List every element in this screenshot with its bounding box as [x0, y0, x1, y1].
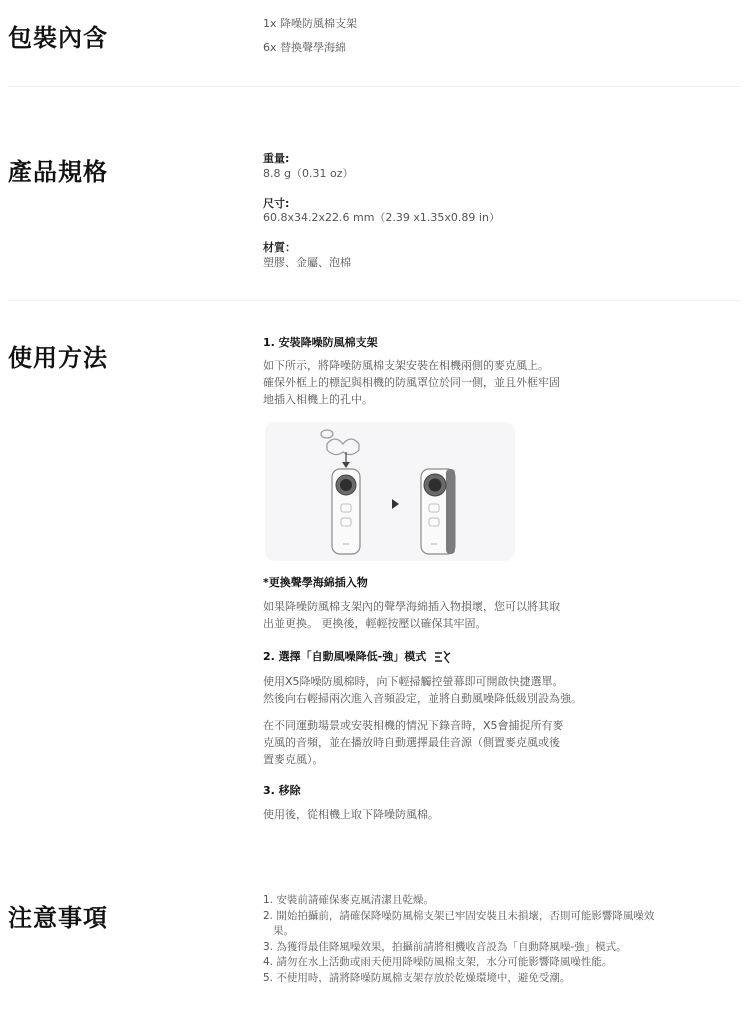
wind-noise-icon — [434, 650, 452, 664]
step2-heading — [263, 648, 452, 664]
note-item: 3. 為獲得最佳降風噪效果，拍攝前請將相機收音設為「自動降風噪-強」模式。 — [263, 940, 627, 953]
note-item: 果。 — [273, 925, 294, 937]
spec-size-value: 60.8x34.2x22.6 mm（2.39 x1.35x0.89 in） — [263, 211, 500, 224]
section-title-usage: 使用方法 — [8, 344, 108, 372]
install-illustration — [265, 422, 515, 561]
spec-weight-label: 重量: — [263, 152, 290, 165]
camera-before — [332, 469, 360, 554]
play-arrow-icon — [392, 499, 399, 509]
spec-weight-value: 8.8 g（0.31 oz） — [263, 167, 354, 180]
step1-line: 確保外框上的標記與相機的防風罩位於同一側，並且外框牢固 — [263, 376, 560, 389]
step1-text — [263, 357, 613, 408]
step2-title: 2. 選擇「自動風噪降低-強」模式 — [263, 650, 427, 663]
step3-title: 3. 移除 — [263, 784, 301, 797]
step2-text — [263, 673, 613, 707]
replace-text — [263, 598, 613, 632]
step2-extra-line: 克風的音頻，並在播放時自動選擇最佳音源（側置麥克風或後 — [263, 736, 560, 749]
step1-line: 地插入相機上的孔中。 — [263, 393, 373, 406]
step3-text: 使用後，從相機上取下降噪防風棉。 — [263, 808, 439, 821]
package-item: 6x 替換聲學海綿 — [263, 41, 347, 54]
camera-after — [421, 469, 455, 554]
package-item: 1x 降噪防風棉支架 — [263, 17, 358, 30]
step2-extra-line: 置麥克風）。 — [263, 753, 324, 766]
spec-material-label: 材質： — [263, 241, 296, 254]
replace-line: 出並更換。 更換後，輕輕按壓以確保其牢固。 — [263, 617, 487, 630]
notes-list — [263, 893, 743, 986]
replace-title: *更換聲學海綿插入物 — [263, 576, 368, 589]
spec-material-value: 塑膠、金屬、泡棉 — [263, 256, 351, 269]
replace-line: 如果降噪防風棉支架內的聲學海綿插入物損壞，您可以將其取 — [263, 600, 560, 613]
step1-line: 如下所示，將降噪防風棉支架安裝在相機兩側的麥克風上。 — [263, 359, 549, 372]
step2-line: 使用X5降噪防風棉時，向下輕掃觸控螢幕即可開啟快捷選單。 — [263, 675, 564, 688]
section-title-package: 包裝內含 — [8, 24, 108, 52]
note-item: 4. 請勿在水上活動或雨天使用降噪防風棉支架，水分可能影響降風噪性能。 — [263, 956, 613, 968]
step2-extra-text — [263, 717, 613, 768]
step1-title: 1. 安裝降噪防風棉支架 — [263, 336, 378, 349]
divider — [8, 86, 740, 87]
note-item: 5. 不使用時，請將降噪防風棉支架存放於乾燥環境中，避免受潮。 — [263, 971, 571, 984]
section-title-specs: 產品規格 — [8, 158, 108, 186]
step2-line: 然後向右輕掃兩次進入音頻設定，並將自動風噪降低級別設為強。 — [263, 692, 582, 705]
note-item: 1. 安裝前請確保麥克風清潔且乾燥。 — [263, 894, 434, 906]
section-title-notes: 注意事項 — [8, 904, 108, 932]
step2-extra-line: 在不同運動場景或安裝相機的情況下錄音時，X5會捕捉所有麥 — [263, 719, 564, 732]
spec-size-label: 尺寸: — [263, 197, 290, 210]
install-illustration-svg — [265, 422, 515, 561]
windmuff-bracket — [321, 430, 359, 455]
note-item: 2. 開始拍攝前，請確保降噪防風棉支架已牢固安裝且未損壞，否則可能影響降風噪效 — [263, 909, 655, 922]
divider — [8, 300, 740, 301]
